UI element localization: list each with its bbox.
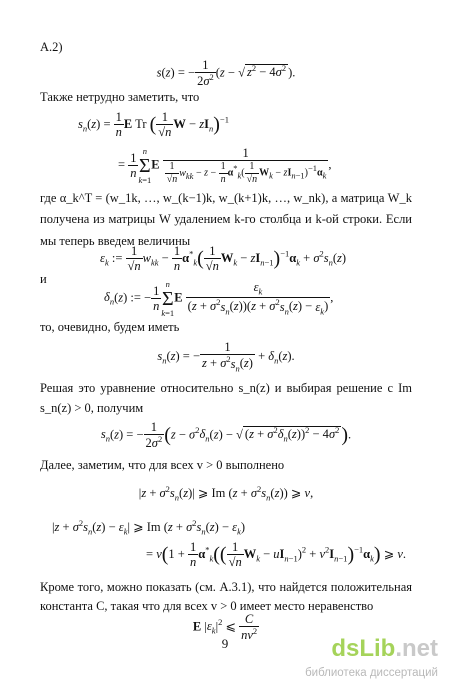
paragraph-5: Далее, заметим, что для всех v > 0 выполнено bbox=[40, 458, 285, 472]
equation-ineq-3: E $|\varepsilon_k|^2$ ⩽ $\frac{C}{nv^2}$ bbox=[192, 612, 258, 643]
equation-delta: $\delta_n(z)$ := − $\frac{1}{n}$ n Σ k=1 E $\frac{\varepsilon_k}{(z + \sigma^2s_n(z))(z + \sigma^2s_n(z) - \varepsilon_k)}$ , bbox=[104, 279, 334, 318]
paragraph-1: Также нетрудно заметить, что bbox=[40, 90, 200, 104]
equation-epsilon: $\varepsilon_k$ := $\frac{1}{√n}$ $w_{kk}$ − $\frac{1}{n}$ $\alpha^*_k$( $\frac{1}{√n}$ $W_k - zI_{n-1})^{-1}\alpha_k + \sigma^2s_n(z)$ bbox=[100, 244, 347, 274]
equation-ineq-2a: $|z + \sigma^2s_n(z) - \varepsilon_k|$ ⩾ Im $(z + \sigma^2s_n(z) - \varepsilon_k)$ bbox=[52, 518, 246, 537]
paragraph-4: Решая это уравнение относительно s_n(z) и выбирая решение с Im s_n(z) > 0, получим bbox=[40, 381, 412, 415]
paragraph-6: Кроме того, можно показать (см. А.3.1), что найдется положительная константа C, такая что для всех v > 0 имеет место неравенство bbox=[40, 580, 412, 613]
paragraph-2: где α_k^T = (w_1k, …, w_(k−1)k, w_(k+1)k, …, w_nk), а матрица W_k получена из матрицы W удалением k-го столбца и k-ой строки. Если мы теперь введем величины bbox=[40, 191, 412, 248]
equation-sn-sum: = $\frac{1}{n}$ n Σ k=1 E 1 $\frac{1}{√n}$ $w_{kk} - z$ − $\frac{1}{n}$ $\alpha^*_k$( $\frac{1}{√n}$ $W_k - zI_{n-1})^{-1}\alpha_k$ , bbox=[118, 146, 332, 185]
equation-ineq-1: $|z + \sigma^2s_n(z)|$ ⩾ Im $(z + \sigma^2s_n(z))$ ⩾ v, bbox=[138, 484, 314, 503]
watermark-logo: dsLib.net bbox=[331, 635, 438, 662]
watermark bbox=[300, 630, 450, 686]
equation-sn-solution: $s_n(z)$ = − $\frac{1}{2\sigma^2}$ ($z - \sigma^2\delta_n(z)$ − √ $(z + \sigma^2\delta_n(z))^2 - 4\sigma^2$ ). bbox=[100, 420, 352, 451]
paragraph-3: то, очевидно, будем иметь bbox=[40, 320, 180, 334]
watermark-caption: библиотека диссертаций bbox=[305, 667, 438, 679]
ref-label: A.2) bbox=[40, 40, 63, 54]
equation-s: s(z) = − $\frac{1}{2\sigma^2}$ (z − √ $z^2 - 4\sigma^2$ ). bbox=[156, 58, 296, 89]
equation-ineq-2b: = v(1 + $\frac{1}{n}$ $\alpha^*_k$(( $\frac{1}{√n}$ $W_k - uI_{n-1})^2 + v^2I_{n-1})^{-1}\alpha_k$) ⩾ v. bbox=[146, 540, 407, 570]
page-number: 9 bbox=[221, 636, 229, 651]
equation-sn-fixed-point: $s_n(z)$ = − $\frac{1}{z + \sigma^2s_n(z)}$ + $\delta_n(z)$. bbox=[157, 340, 295, 374]
and-word: и bbox=[40, 272, 47, 286]
equation-sn-trace: $s_n(z)$ = $\frac{1}{n}$ E Tr ( $\frac{1}{√n}$ $W - zI_n)^{-1}$ bbox=[78, 110, 229, 140]
